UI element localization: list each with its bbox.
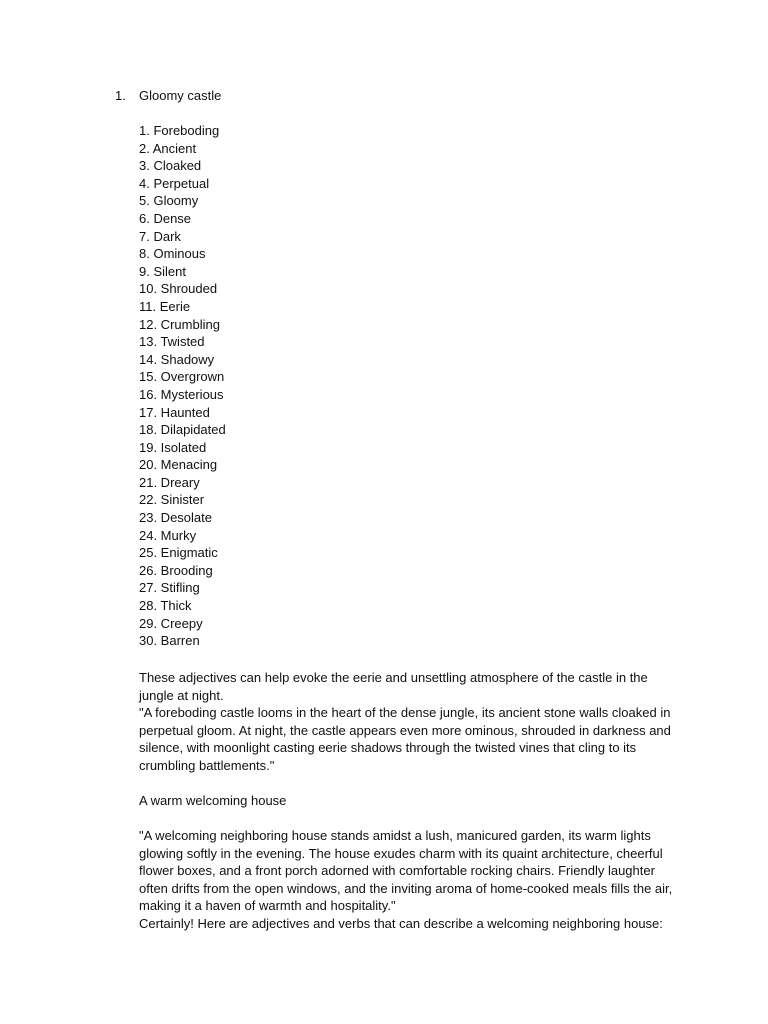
house-quote: "A welcoming neighboring house stands amidst a lush, manicured garden, its warm lights glowing softly in the evening. The house exudes charm with its quaint architecture, cheerful flower boxes, and a front porch adorned with comfortable rocking chairs. Friendly laughter often drifts from the open windows, and the inviting aroma of home-cooked meals fills the air, making it a haven of warmth and hospitality." xyxy=(139,828,673,914)
adjective-list-item: 25. Enigmatic xyxy=(139,545,218,561)
castle-description-block xyxy=(139,669,679,775)
adjective-list-item: 2. Ancient xyxy=(139,140,197,156)
adjective-list-item: 13. Twisted xyxy=(139,334,205,350)
adjective-list-item: 16. Mysterious xyxy=(139,386,224,402)
adjective-list-item: 5. Gloomy xyxy=(139,193,199,209)
adjective-list-item: 18. Dilapidated xyxy=(139,422,226,438)
adjective-list-item: 28. Thick xyxy=(139,598,192,614)
adjective-list-item: 22. Sinister xyxy=(139,492,205,508)
section-title: Gloomy castle xyxy=(139,88,222,103)
adjective-list-item: 7. Dark xyxy=(139,228,181,244)
adjective-list-item: 20. Menacing xyxy=(139,457,218,473)
house-description-block xyxy=(139,827,679,933)
adjective-list-item: 14. Shadowy xyxy=(139,351,215,367)
adjective-list-item: 11. Eerie xyxy=(139,298,191,314)
adjective-list-item: 26. Brooding xyxy=(139,562,213,578)
adjective-list-item: 21. Dreary xyxy=(139,474,200,490)
adjective-list-item: 9. Silent xyxy=(139,263,186,279)
adjective-list-item: 24. Murky xyxy=(139,527,197,543)
adjective-list-item: 10. Shrouded xyxy=(139,281,218,297)
adjective-list-item: 3. Cloaked xyxy=(139,158,202,174)
adjective-list-item: 1. Foreboding xyxy=(139,123,220,138)
adjective-list-item: 8. Ominous xyxy=(139,246,206,262)
adjective-list xyxy=(139,122,226,650)
adjective-list-item: 17. Haunted xyxy=(139,404,210,420)
section-heading xyxy=(115,87,221,105)
adjective-list-item: 29. Creepy xyxy=(139,615,203,631)
house-heading: A warm welcoming house xyxy=(139,793,287,808)
adjective-list-item: 30. Barren xyxy=(139,633,200,649)
castle-quote: "A foreboding castle looms in the heart of the dense jungle, its ancient stone walls cloaked in perpetual gloom. At night, the castle appears even more ominous, shrouded in darkness and silence, with moonlight casting eerie shadows through the twisted vines that cling to its crumbling battlements." xyxy=(139,705,671,773)
adjective-list-item: 6. Dense xyxy=(139,210,192,226)
section-number: 1. xyxy=(115,88,126,103)
adjective-list-item: 19. Isolated xyxy=(139,439,207,455)
closing-line: Certainly! Here are adjectives and verbs that can describe a welcoming neighboring house: xyxy=(139,915,663,931)
house-heading-block xyxy=(139,792,679,810)
intro-paragraph: These adjectives can help evoke the eerie and unsettling atmosphere of the castle in the jungle at night. xyxy=(139,670,648,703)
adjective-list-item: 27. Stifling xyxy=(139,580,200,596)
adjective-list-item: 23. Desolate xyxy=(139,510,212,526)
adjective-list-item: 4. Perpetual xyxy=(139,175,210,191)
adjective-list-item: 12. Crumbling xyxy=(139,316,220,332)
adjective-list-item: 15. Overgrown xyxy=(139,369,225,385)
